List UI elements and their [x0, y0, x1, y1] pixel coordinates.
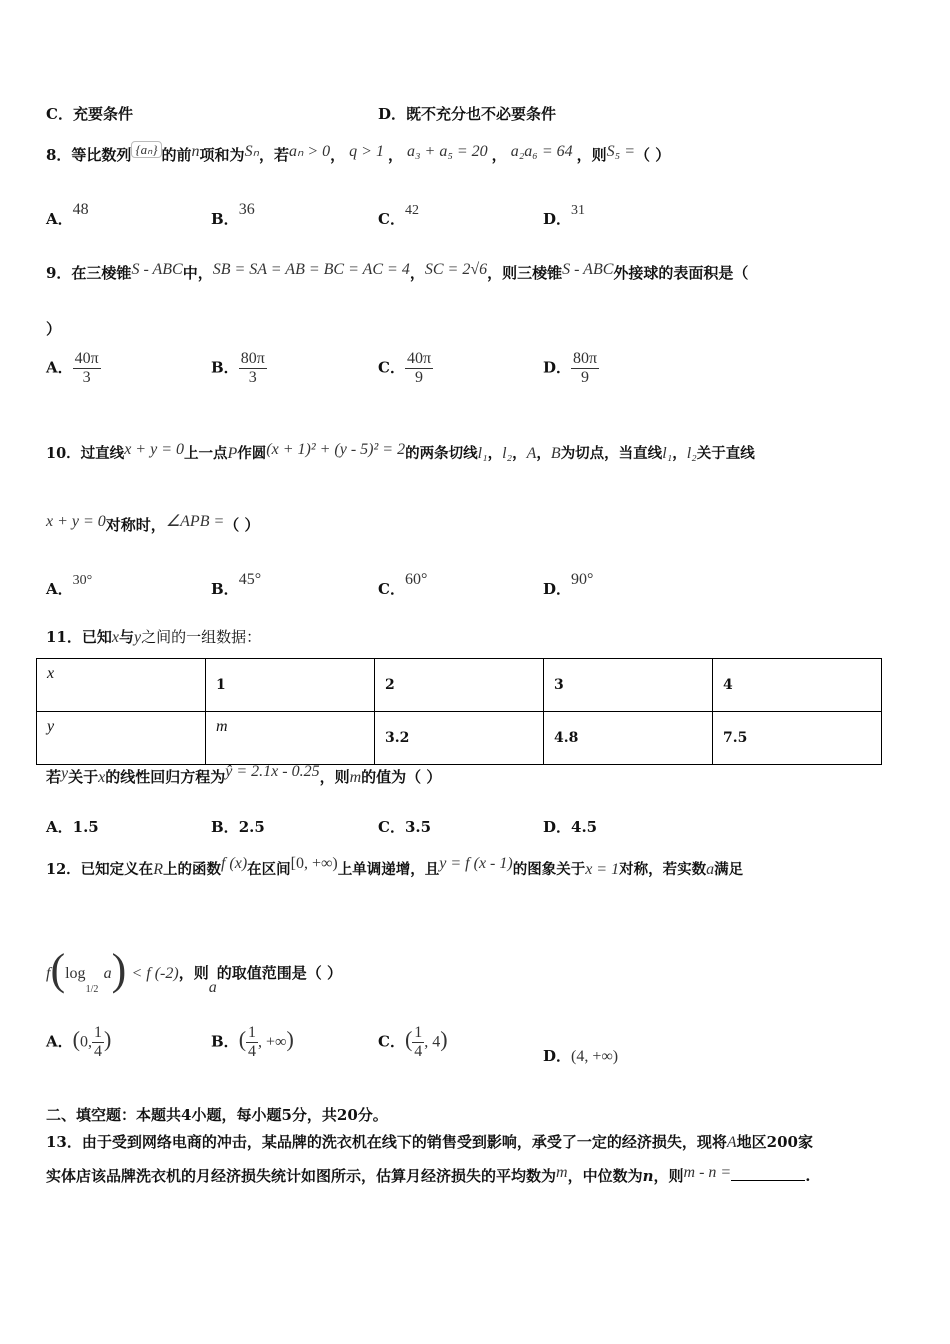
q8-ask: S₅ = — [606, 143, 635, 160]
q9-pyramid: S - ABC — [131, 261, 183, 278]
denominator: 4 — [248, 1043, 257, 1060]
option-label: D． — [543, 210, 572, 228]
option-label: D． — [543, 358, 572, 377]
q11-regression: ŷ = 2.1x - 0.25 — [225, 763, 320, 780]
q11-text-7: 的值为（ ） — [361, 768, 442, 786]
numerator: 40π — [406, 350, 432, 367]
q11-option-c — [378, 816, 431, 837]
q13-text-1: 13．由于受到网络电商的冲击，某品牌的洗衣机在线下的销售受到影响，承受了一定的经济损失，现将 — [46, 1133, 727, 1151]
option-value: 60° — [404, 571, 428, 588]
q11-number: 11．已知 — [46, 628, 112, 646]
table-cell: 4 — [713, 659, 882, 712]
q12-text-3: 上单调递增，且 — [337, 861, 440, 878]
q10-number: 10．过直线 — [46, 445, 125, 462]
option-label: B． — [211, 818, 239, 836]
q11-x-2: x — [98, 769, 106, 786]
option-label: A． — [46, 210, 73, 228]
q11-text-2: 之间的一组数据： — [141, 628, 262, 646]
option-label: D． — [543, 818, 572, 836]
table-cell: 1 — [206, 659, 375, 712]
option-label: A． — [46, 358, 73, 377]
q10-text-3: 的两条切线 — [405, 445, 478, 462]
option-label: C． — [378, 818, 405, 836]
fraction — [92, 1024, 104, 1061]
question-12 — [46, 855, 744, 879]
option-label: B． — [211, 358, 239, 377]
q11-x: x — [111, 629, 119, 646]
q12-log-base: 1/2 — [85, 984, 99, 995]
q10-point-b: B — [550, 445, 561, 462]
right-paren: ) — [103, 1026, 112, 1052]
q12-text-6: 满足 — [714, 861, 744, 878]
q9-text-3: 外接球的表面积是（ — [613, 264, 749, 282]
q12-log-arg: a — [103, 965, 112, 982]
q12-a-2: a — [208, 979, 217, 996]
q8-sequence: {aₙ} — [131, 141, 161, 158]
numerator: 1 — [248, 1024, 257, 1041]
q12-log: log — [65, 965, 86, 982]
q12-shifted-function: y = f (x - 1) — [439, 855, 513, 872]
question-8: 8．等比数列 {aₙ} 的前n项和为Sₙ，若aₙ > 0， q > 1 ， a₃ + a₅ = 20 ， a₂a₆ = 64 ，则S₅ =（ ） — [46, 142, 671, 164]
numerator: 1 — [93, 1024, 102, 1041]
q8-n: n — [191, 143, 200, 160]
table-cell: x — [37, 659, 206, 712]
option-label: D． — [543, 1047, 572, 1065]
fraction — [239, 350, 267, 387]
q10-text-5: 关于直线 — [696, 445, 755, 462]
q9-sc: SC = 2√6 — [424, 261, 488, 278]
table-cell: y — [37, 712, 206, 765]
q8-text-1: 的前 — [161, 146, 192, 164]
q8-text-3: ，若 — [258, 146, 289, 164]
option-label: B． — [211, 210, 239, 228]
q10-point-a: A — [526, 445, 537, 462]
q8-option-c — [378, 198, 419, 228]
option-value: 42 — [404, 203, 419, 218]
q10-line: x + y = 0 — [124, 441, 184, 458]
option-label: C． — [378, 1032, 405, 1051]
option-value: 4.5 — [571, 818, 598, 836]
option-pre: 0, — [79, 1033, 92, 1051]
q10-l2-2: l₂ — [686, 445, 697, 462]
q11-option-d — [543, 816, 597, 837]
section-heading-fill-in: 二、填空题：本题共4小题，每小题5分，共20分。 — [46, 1106, 388, 1124]
q11-option-b — [211, 816, 265, 837]
q10-l2: l₂ — [502, 445, 513, 462]
q9-number: 9．在三棱锥 — [46, 264, 132, 282]
q10-text-6: 对称时， — [105, 516, 166, 534]
option-label: A． — [46, 580, 73, 598]
q12-text-8: 的取值范围是（ ） — [216, 964, 342, 982]
option-value: 36 — [238, 201, 255, 218]
q12-option-b — [211, 1024, 294, 1061]
q11-y-2: y — [61, 765, 69, 782]
question-13 — [46, 1131, 813, 1152]
table-row — [37, 659, 882, 712]
q12-condition-line — [46, 938, 342, 996]
q7-option-c: C．充要条件 — [46, 105, 133, 123]
question-9: 9．在三棱锥S - ABC中，SB = SA = AB = BC = AC = 4，SC = 2√6，则三棱锥S - ABC外接球的表面积是（ — [46, 261, 749, 282]
q13-m: m — [556, 1164, 568, 1181]
q8-text-4: ，则 — [576, 146, 607, 164]
q9-option-a — [46, 350, 101, 387]
q11-text-4: 关于 — [68, 768, 99, 786]
q12-r: R — [153, 861, 163, 878]
option-label: A． — [46, 1032, 73, 1051]
option-value: 45° — [238, 571, 262, 588]
q7-option-d: D．既不充分也不必要条件 — [378, 105, 557, 123]
q13-text-3: 实体店该品牌洗衣机的月经济损失统计如图所示，估算月经济损失的平均数为 — [46, 1167, 557, 1185]
q9-text-1: 中， — [182, 264, 213, 282]
denominator: 4 — [93, 1043, 102, 1060]
numerator: 80π — [240, 350, 265, 367]
q9-close-paren: ） — [46, 320, 62, 338]
option-label: B． — [211, 1032, 239, 1051]
q12-text-2: 在区间 — [247, 861, 291, 878]
question-11 — [46, 626, 261, 647]
q12-ineq-rhs: < f (-2) — [131, 965, 179, 982]
option-value: 90° — [571, 571, 594, 588]
numerator: 80π — [573, 350, 598, 367]
option-post: , 4 — [424, 1033, 441, 1051]
q13-period: . — [805, 1167, 811, 1185]
fraction — [571, 350, 599, 387]
q13-text-2: 地区200家 — [736, 1133, 813, 1151]
q10-point-p: P — [227, 445, 238, 462]
table-cell: m — [206, 712, 375, 765]
q10-angle: ∠APB = — [165, 513, 225, 530]
option-label: C． — [378, 580, 405, 598]
q9-pyramid-2: S - ABC — [562, 261, 614, 278]
q12-a: a — [706, 861, 715, 878]
q12-text-7: ，则 — [178, 964, 209, 982]
q13-expression: m - n = — [683, 1164, 732, 1181]
table-cell: 3.2 — [375, 712, 544, 765]
option-label: C． — [378, 358, 405, 377]
left-paren: ( — [50, 945, 66, 994]
option-value: 30° — [72, 573, 93, 588]
q10-option-a — [46, 568, 93, 598]
q10-l1: l₁ — [477, 445, 488, 462]
q12-axis: x = 1 — [585, 861, 620, 878]
option-value: 2.5 — [238, 818, 265, 836]
q11-m: m — [349, 769, 362, 786]
q10-circle: (x + 1)² + (y - 5)² = 2 — [266, 441, 406, 458]
table-cell: 3 — [544, 659, 713, 712]
q13-text-5: ，则 — [653, 1167, 684, 1185]
denominator: 9 — [581, 369, 590, 386]
option-value: (4, +∞) — [571, 1048, 619, 1065]
q11-text-1: 与 — [118, 628, 134, 646]
numerator: 1 — [414, 1024, 423, 1041]
option-value: 31 — [571, 203, 586, 218]
q12-text-5: 对称，若实数 — [619, 861, 707, 878]
left-paren: ( — [238, 1026, 247, 1052]
option-value: 3.5 — [404, 818, 432, 836]
numerator: 40π — [74, 350, 99, 367]
q10-option-c — [378, 568, 428, 598]
right-paren: ) — [440, 1026, 448, 1052]
q11-text-3: 若 — [46, 768, 62, 786]
denominator: 3 — [248, 369, 257, 386]
q10-text-7: （ ） — [224, 516, 260, 534]
q12-interval: [0, +∞) — [290, 855, 338, 872]
q13-text-4: ，中位数为 — [567, 1167, 643, 1185]
q9-option-b — [211, 350, 267, 387]
q10-option-d — [543, 568, 594, 598]
q11-text-6: ，则 — [319, 768, 350, 786]
fraction — [405, 350, 433, 387]
q9-option-c — [378, 350, 433, 387]
q12-text-1: 上的函数 — [162, 861, 221, 878]
q11-data-table — [36, 658, 882, 765]
q10-l1-2: l₁ — [662, 445, 673, 462]
q10-text-2: 作圆 — [237, 445, 267, 462]
fraction — [73, 350, 101, 387]
option-label: C． — [378, 210, 405, 228]
q12-option-c — [378, 1024, 448, 1061]
table-cell: 4.8 — [544, 712, 713, 765]
option-label: D． — [543, 580, 572, 598]
q10-option-b — [211, 568, 262, 598]
q9-edges: SB = SA = AB = BC = AC = 4 — [212, 261, 410, 278]
option-label: B． — [211, 580, 239, 598]
q10-text-4: 为切点，当直线 — [560, 445, 663, 462]
q13-line-2 — [46, 1165, 810, 1186]
option-value: 1.5 — [72, 818, 99, 836]
left-paren: ( — [72, 1026, 80, 1052]
q12-function: f (x) — [220, 855, 248, 872]
q8-sum: Sₙ — [244, 143, 259, 160]
fraction — [246, 1024, 258, 1061]
q11-option-a — [46, 816, 99, 837]
left-paren: ( — [404, 1026, 413, 1052]
q9-option-d — [543, 350, 599, 387]
q11-text-5: 的线性回归方程为 — [105, 768, 226, 786]
option-value: 48 — [72, 201, 89, 218]
answer-blank[interactable] — [731, 1180, 805, 1181]
option-label: A． — [46, 818, 73, 836]
right-paren: ) — [286, 1026, 294, 1052]
right-paren: ) — [111, 945, 127, 994]
q8-text-5: （ ） — [634, 146, 671, 164]
q11-question-line — [46, 763, 442, 787]
q13-region: A — [726, 1134, 737, 1151]
q12-number: 12．已知定义在 — [46, 861, 154, 878]
fraction — [412, 1024, 424, 1061]
denominator: 4 — [414, 1043, 423, 1060]
q8-cond-1: aₙ > 0 — [288, 143, 331, 160]
q8-cond-2: q > 1 — [349, 143, 384, 160]
q9-text-2: ，则三棱锥 — [487, 264, 563, 282]
q11-y: y — [134, 629, 142, 646]
q8-number: 8．等比数列 — [46, 146, 132, 164]
table-row — [37, 712, 882, 765]
q8-cond-4: a₂a₆ = 64 — [510, 143, 573, 160]
q10-text-1: 上一点 — [183, 445, 228, 462]
q8-cond-3: a₃ + a₅ = 20 — [406, 143, 488, 160]
q12-text-4: 的图象关于 — [512, 861, 586, 878]
option-post: , +∞ — [258, 1033, 287, 1051]
denominator: 9 — [414, 369, 423, 386]
q12-ineq-f: f — [46, 965, 51, 982]
table-cell: 7.5 — [713, 712, 882, 765]
q10-line-2 — [46, 514, 260, 535]
table-cell: 2 — [375, 659, 544, 712]
q8-option-d — [543, 198, 586, 228]
question-10: 10．过直线x + y = 0上一点P作圆(x + 1)² + (y - 5)² = 2的两条切线l₁，l₂，A，B为切点，当直线l₁，l₂关于直线 — [46, 441, 755, 462]
q8-option-a — [46, 198, 89, 228]
q13-n: n — [642, 1167, 654, 1185]
denominator: 3 — [82, 369, 91, 386]
q12-option-d — [543, 1045, 618, 1066]
q12-option-a — [46, 1024, 111, 1061]
q8-text-2: 项和为 — [199, 146, 245, 164]
q8-option-b — [211, 198, 255, 228]
q10-line-b: x + y = 0 — [46, 513, 106, 530]
